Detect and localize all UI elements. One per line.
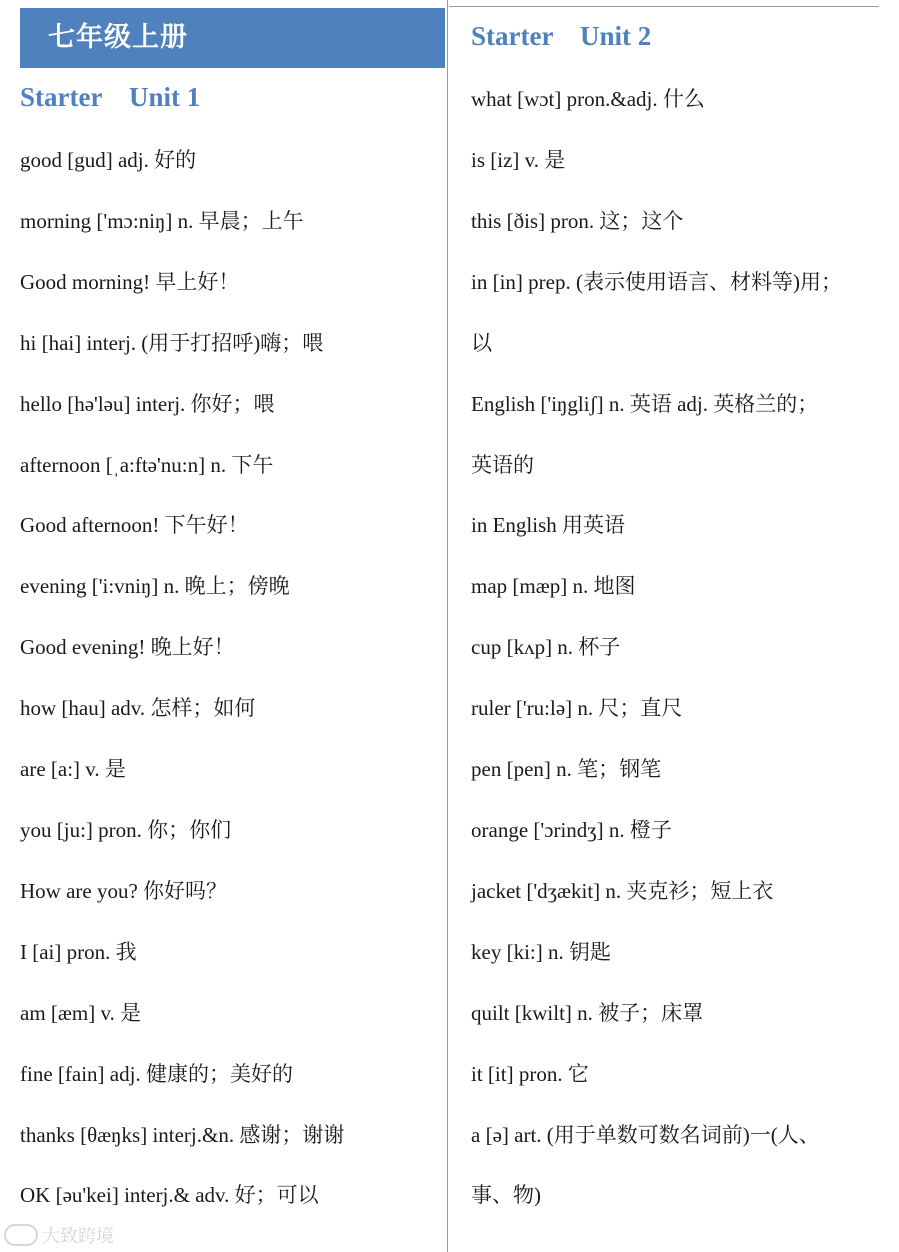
vocab-entry: OK [əu'kei] interj.& adv. 好；可以 xyxy=(20,1183,319,1207)
vocab-entry: cup [kʌp] n. 杯子 xyxy=(471,635,621,659)
vocab-entry: evening ['i:vniŋ] n. 晚上；傍晚 xyxy=(20,574,290,598)
vocab-entry: ruler ['ru:lə] n. 尺；直尺 xyxy=(471,696,683,720)
watermark-logo-icon xyxy=(4,1224,38,1246)
left-column xyxy=(0,0,448,1252)
grade-banner: 七年级上册 xyxy=(20,8,445,68)
vocab-entry: it [it] pron. 它 xyxy=(471,1062,589,1086)
vocab-entry: English ['iŋgliʃ] n. 英语 adj. 英格兰的； xyxy=(471,392,819,416)
vocab-entry-continuation: 事、物) xyxy=(471,1183,541,1207)
vocab-entry: is [iz] v. 是 xyxy=(471,148,566,172)
vocab-entry: how [hau] adv. 怎样；如何 xyxy=(20,696,256,720)
watermark-text: 大致跨境 xyxy=(42,1226,114,1247)
vocab-entry: in English 用英语 xyxy=(471,513,626,537)
vocab-entry: fine [fain] adj. 健康的；美好的 xyxy=(20,1062,293,1086)
column-divider xyxy=(447,0,448,1252)
vocab-entry: what [wɔt] pron.&adj. 什么 xyxy=(471,87,705,111)
vocab-entry: am [æm] v. 是 xyxy=(20,1001,142,1025)
vocab-entry: Good evening! 晚上好！ xyxy=(20,635,235,659)
vocab-entry: orange ['ɔrindʒ] n. 橙子 xyxy=(471,818,672,842)
vocab-entry: key [ki:] n. 钥匙 xyxy=(471,940,611,964)
vocab-entry: are [a:] v. 是 xyxy=(20,757,126,781)
right-column xyxy=(449,0,899,1252)
unit-title-starter-1: Starter Unit 1 xyxy=(20,82,201,112)
vocab-entry: you [ju:] pron. 你；你们 xyxy=(20,818,232,842)
vocab-entry: morning ['mɔ:niŋ] n. 早晨；上午 xyxy=(20,209,304,233)
vocab-entry: pen [pen] n. 笔；钢笔 xyxy=(471,757,662,781)
unit-title-starter-2: Starter Unit 2 xyxy=(471,21,652,51)
vocab-entry: I [ai] pron. 我 xyxy=(20,940,137,964)
vocab-entry: thanks [θæŋks] interj.&n. 感谢；谢谢 xyxy=(20,1123,345,1147)
vocab-entry: in [in] prep. (表示使用语言、材料等)用； xyxy=(471,270,842,294)
vocab-entry: good [gud] adj. 好的 xyxy=(20,148,197,172)
vocab-entry: afternoon [ˌa:ftə'nu:n] n. 下午 xyxy=(20,453,274,477)
watermark xyxy=(4,1222,114,1248)
vocab-entry: hello [hə'ləu] interj. 你好；喂 xyxy=(20,392,275,416)
vocab-entry: hi [hai] interj. (用于打招呼)嗨；喂 xyxy=(20,331,324,355)
vocab-entry: a [ə] art. (用于单数可数名词前)一(人、 xyxy=(471,1123,820,1147)
vocab-entry: Good morning! 早上好！ xyxy=(20,270,240,294)
vocab-entry: How are you? 你好吗？ xyxy=(20,879,228,903)
vocab-entry: quilt [kwilt] n. 被子；床罩 xyxy=(471,1001,704,1025)
vocab-entry: this [ðis] pron. 这；这个 xyxy=(471,209,684,233)
vocab-entry-continuation: 以 xyxy=(471,331,492,355)
vocab-entry: jacket ['dʒækit] n. 夹克衫；短上衣 xyxy=(471,879,774,903)
vocab-entry: Good afternoon! 下午好！ xyxy=(20,513,249,537)
vocab-entry: map [mæp] n. 地图 xyxy=(471,574,636,598)
vocab-entry-continuation: 英语的 xyxy=(471,453,534,477)
